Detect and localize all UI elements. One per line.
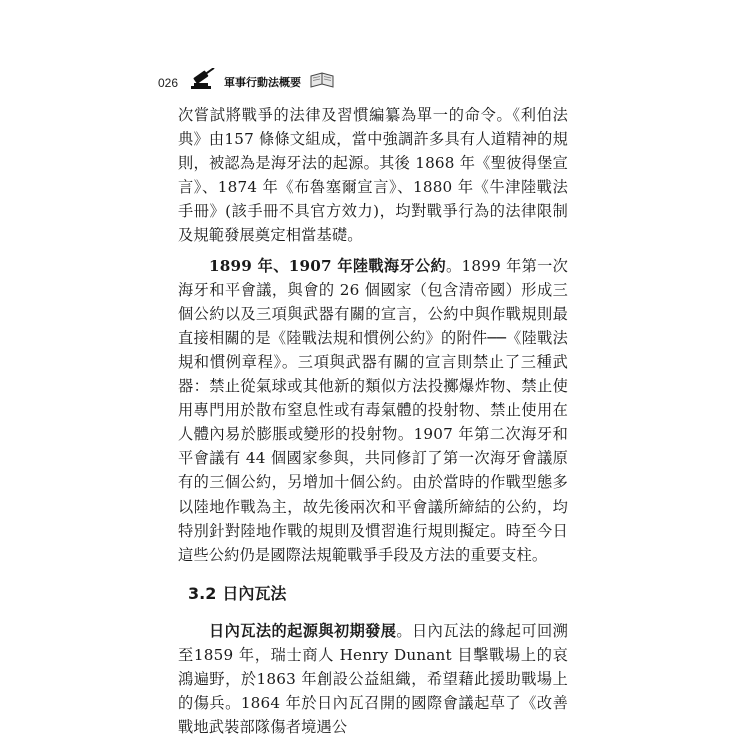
paragraph-text: 。1899 年第一次海牙和平會議，與會的 26 個國家（包含清帝國）形成三個公約以及三項與武器有關的宣言，公約中與作戰規則最直接相關的是《陸戰法規和慣例公約》的附件──《陸戰法規和慣例章程》。三項與武器有關的宣言則禁止了三種武器：禁止從氣球或其他新的類似方法投擲爆炸物、禁止使用專門用於散布窒息性或有毒氣體的投射物、禁止使用在人體內易於膨脹或變形的投射物。1907 年第二次海牙和平會議有 44 個國家參與，共同修訂了第一次海牙會議原有的三個公約，另增加十個公約。由於當時的作戰型態多以陸地作戰為主，故先後兩次和平會議所締結的公約，均特別針對陸地作戰的規則及慣習進行規則擬定。時至今日這些公約仍是國際法規範戰爭手段及方法的重要支柱。 (178, 256, 569, 564)
gavel-icon (188, 68, 218, 90)
section-heading (188, 583, 568, 605)
run-in-heading: 日內瓦法的起源與初期發展 (209, 621, 397, 640)
section-title: 日內瓦法 (222, 583, 287, 603)
paragraph-continuation: 次嘗試將戰爭的法律及習慣編纂為單一的命令。《利伯法典》由157 條條文組成，當中強調許多具有人道精神的規則，被認為是海牙法的起源。其後 1868 年《聖彼得堡宣言》、1874 年《布魯塞爾宣言》、1880 年《牛津陸戰法手冊》(該手冊不具官方效力)，均對戰爭行為的法律限制及規範發展奠定相當基礎。 (178, 106, 568, 245)
section-number: 3.2 (188, 583, 217, 603)
page-number: 026 (158, 76, 179, 90)
paragraph-hague-conventions (178, 254, 568, 567)
running-title: 軍事行動法概要 (224, 76, 302, 89)
running-header (158, 62, 335, 90)
run-in-heading: 1899 年、1907 年陸戰海牙公約 (209, 256, 446, 275)
paragraph-text: 。日內瓦法的緣起可回溯至1859 年，瑞士商人 Henry Dunant 目擊戰場上的哀鴻遍野，於1863 年創設公益組織，希望藉此援助戰場上的傷兵。1864 年於日內瓦召開的國際會議起草了《改善戰地武裝部隊傷者境遇公 (178, 621, 568, 737)
page-content (178, 103, 568, 739)
book-icon (309, 70, 335, 90)
paragraph-geneva-origins (178, 619, 568, 739)
